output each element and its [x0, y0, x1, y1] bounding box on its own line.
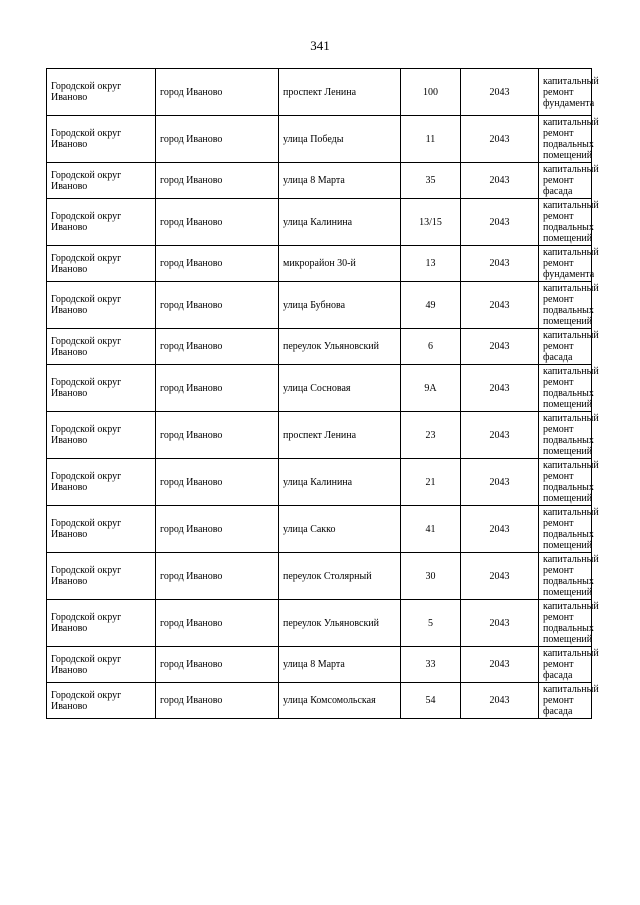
year-cell: 2043 [461, 282, 539, 329]
year-cell: 2043 [461, 600, 539, 647]
house-number-cell: 11 [401, 116, 461, 163]
city-cell: город Иваново [156, 365, 279, 412]
table-row [47, 553, 592, 600]
year-cell: 2043 [461, 365, 539, 412]
table-row [47, 459, 592, 506]
work-type-cell: капитальный ремонт фундамента [539, 246, 592, 282]
municipality-cell: Городской округ Иваново [47, 246, 156, 282]
municipality-cell: Городской округ Иваново [47, 199, 156, 246]
house-number-cell: 30 [401, 553, 461, 600]
street-cell: улица 8 Марта [279, 163, 401, 199]
street-cell: переулок Ульяновский [279, 329, 401, 365]
year-cell: 2043 [461, 412, 539, 459]
table-row [47, 329, 592, 365]
year-cell: 2043 [461, 199, 539, 246]
work-type-cell: капитальный ремонт подвальных помещений [539, 199, 592, 246]
work-type-cell: капитальный ремонт подвальных помещений [539, 116, 592, 163]
page-number: 341 [310, 38, 330, 53]
table-row [47, 600, 592, 647]
house-number-cell: 23 [401, 412, 461, 459]
street-cell: улица Сакко [279, 506, 401, 553]
house-number-cell: 54 [401, 683, 461, 719]
house-number-cell: 100 [401, 69, 461, 116]
city-cell: город Иваново [156, 199, 279, 246]
street-cell: переулок Ульяновский [279, 600, 401, 647]
work-type-cell: капитальный ремонт фасада [539, 329, 592, 365]
municipality-cell: Городской округ Иваново [47, 329, 156, 365]
municipality-cell: Городской округ Иваново [47, 506, 156, 553]
table-row [47, 683, 592, 719]
year-cell: 2043 [461, 506, 539, 553]
street-cell: улица Бубнова [279, 282, 401, 329]
street-cell: улица Победы [279, 116, 401, 163]
house-number-cell: 13 [401, 246, 461, 282]
work-type-cell: капитальный ремонт подвальных помещений [539, 365, 592, 412]
house-number-cell: 41 [401, 506, 461, 553]
table-row [47, 647, 592, 683]
house-number-cell: 13/15 [401, 199, 461, 246]
house-number-cell: 5 [401, 600, 461, 647]
municipality-cell: Городской округ Иваново [47, 69, 156, 116]
year-cell: 2043 [461, 116, 539, 163]
city-cell: город Иваново [156, 163, 279, 199]
year-cell: 2043 [461, 246, 539, 282]
street-cell: улица 8 Марта [279, 647, 401, 683]
work-type-cell: капитальный ремонт подвальных помещений [539, 506, 592, 553]
year-cell: 2043 [461, 459, 539, 506]
city-cell: город Иваново [156, 647, 279, 683]
street-cell: проспект Ленина [279, 69, 401, 116]
street-cell: улица Калинина [279, 459, 401, 506]
year-cell: 2043 [461, 163, 539, 199]
year-cell: 2043 [461, 553, 539, 600]
table-row [47, 412, 592, 459]
city-cell: город Иваново [156, 506, 279, 553]
municipality-cell: Городской округ Иваново [47, 282, 156, 329]
city-cell: город Иваново [156, 412, 279, 459]
house-number-cell: 6 [401, 329, 461, 365]
city-cell: город Иваново [156, 282, 279, 329]
table-row [47, 246, 592, 282]
city-cell: город Иваново [156, 600, 279, 647]
municipality-cell: Городской округ Иваново [47, 553, 156, 600]
work-type-cell: капитальный ремонт фундамента [539, 69, 592, 116]
municipality-cell: Городской округ Иваново [47, 412, 156, 459]
street-cell: проспект Ленина [279, 412, 401, 459]
work-type-cell: капитальный ремонт подвальных помещений [539, 412, 592, 459]
street-cell: микрорайон 30-й [279, 246, 401, 282]
work-type-cell: капитальный ремонт подвальных помещений [539, 459, 592, 506]
house-number-cell: 35 [401, 163, 461, 199]
year-cell: 2043 [461, 683, 539, 719]
work-type-cell: капитальный ремонт фасада [539, 683, 592, 719]
municipality-cell: Городской округ Иваново [47, 365, 156, 412]
table-row [47, 199, 592, 246]
repair-schedule-table [46, 68, 599, 719]
city-cell: город Иваново [156, 116, 279, 163]
work-type-cell: капитальный ремонт подвальных помещений [539, 553, 592, 600]
municipality-cell: Городской округ Иваново [47, 683, 156, 719]
municipality-cell: Городской округ Иваново [47, 647, 156, 683]
street-cell: улица Сосновая [279, 365, 401, 412]
municipality-cell: Городской округ Иваново [47, 116, 156, 163]
street-cell: улица Комсомольская [279, 683, 401, 719]
city-cell: город Иваново [156, 329, 279, 365]
house-number-cell: 9А [401, 365, 461, 412]
house-number-cell: 49 [401, 282, 461, 329]
city-cell: город Иваново [156, 69, 279, 116]
city-cell: город Иваново [156, 683, 279, 719]
work-type-cell: капитальный ремонт подвальных помещений [539, 282, 592, 329]
year-cell: 2043 [461, 69, 539, 116]
municipality-cell: Городской округ Иваново [47, 459, 156, 506]
table-row [47, 365, 592, 412]
city-cell: город Иваново [156, 459, 279, 506]
municipality-cell: Городской округ Иваново [47, 600, 156, 647]
work-type-cell: капитальный ремонт фасада [539, 647, 592, 683]
city-cell: город Иваново [156, 553, 279, 600]
house-number-cell: 21 [401, 459, 461, 506]
work-type-cell: капитальный ремонт фасада [539, 163, 592, 199]
street-cell: улица Калинина [279, 199, 401, 246]
municipality-cell: Городской округ Иваново [47, 163, 156, 199]
table-row [47, 282, 592, 329]
year-cell: 2043 [461, 647, 539, 683]
work-type-cell: капитальный ремонт подвальных помещений [539, 600, 592, 647]
table-row [47, 506, 592, 553]
city-cell: город Иваново [156, 246, 279, 282]
table-row [47, 69, 592, 116]
table-row [47, 163, 592, 199]
house-number-cell: 33 [401, 647, 461, 683]
table-row [47, 116, 592, 163]
year-cell: 2043 [461, 329, 539, 365]
street-cell: переулок Столярный [279, 553, 401, 600]
